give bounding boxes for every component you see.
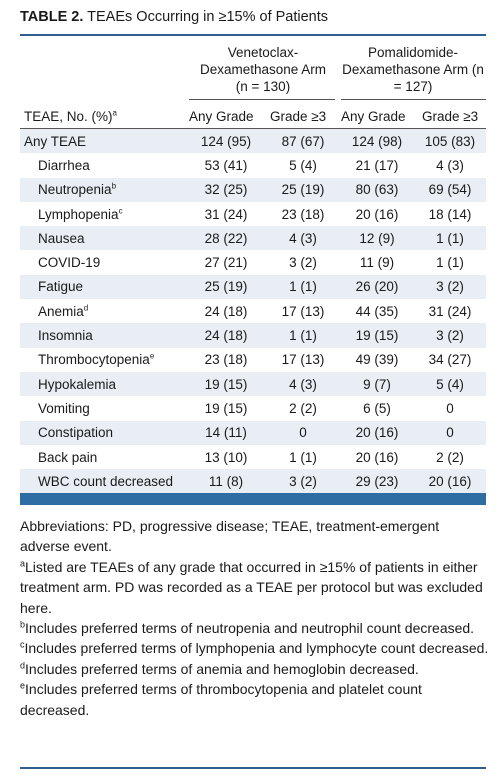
row-label <box>20 445 186 469</box>
table-cell: 6 (5) <box>340 396 414 420</box>
table-cell: 27 (21) <box>186 250 266 274</box>
footnote-text: Listed are TEAEs of any grade that occurred in ≥15% of patients in either treatment arm. PD was recorded as a TEAE per protocol but was excluded here. <box>20 558 483 616</box>
group-name-line2: Dexamethasone Arm (n <box>342 62 484 77</box>
table-caption: TEAEs Occurring in ≥15% of Patients <box>87 9 329 25</box>
row-label-text: Neutropenia <box>38 182 112 198</box>
row-header <box>24 109 117 124</box>
row-label <box>20 469 186 493</box>
table-cell: 3 (2) <box>414 275 486 299</box>
table-cell: 21 (17) <box>340 153 414 177</box>
table-cell: 3 (2) <box>266 469 340 493</box>
table-cell: 18 (14) <box>414 202 486 226</box>
table-cell: 11 (9) <box>340 250 414 274</box>
table-cell: 31 (24) <box>414 299 486 323</box>
group-header-pomalidomide <box>339 44 487 95</box>
table-row <box>20 421 486 445</box>
table-cell: 1 (1) <box>414 250 486 274</box>
table-cell: 28 (22) <box>186 226 266 250</box>
table-cell: 4 (3) <box>414 153 486 177</box>
top-rule <box>20 34 486 36</box>
footnote-text: Abbreviations: PD, progressive disease; TEAE, treatment-emergent adverse event. <box>20 518 440 555</box>
table-cell: 0 <box>414 396 486 420</box>
row-label-text: Thrombocytopenia <box>38 352 150 368</box>
table-row <box>20 250 486 274</box>
footnote <box>20 557 490 618</box>
row-label-text: COVID-19 <box>38 255 101 271</box>
row-label <box>20 226 186 250</box>
footnote <box>20 679 490 720</box>
footnote-marker: e <box>20 680 26 691</box>
row-label-sup: e <box>149 351 155 361</box>
table-cell: 19 (15) <box>186 396 266 420</box>
row-label <box>20 250 186 274</box>
table-cell: 4 (3) <box>266 226 340 250</box>
teae-table <box>20 129 486 493</box>
table-cell: 1 (1) <box>266 445 340 469</box>
footnote-marker: c <box>20 639 25 650</box>
table-cell: 17 (13) <box>266 299 340 323</box>
footnote <box>20 638 490 658</box>
table-bottom-bar <box>20 493 486 505</box>
table-cell: 23 (18) <box>186 348 266 372</box>
row-header-sup: a <box>112 108 117 118</box>
row-label <box>20 348 186 372</box>
footnote <box>20 659 490 679</box>
row-label <box>20 323 186 347</box>
table-cell: 20 (16) <box>340 445 414 469</box>
table-cell: 44 (35) <box>340 299 414 323</box>
row-label <box>20 153 186 177</box>
table-cell: 31 (24) <box>186 202 266 226</box>
row-label-text: Nausea <box>38 230 85 246</box>
table-cell: 49 (39) <box>340 348 414 372</box>
table-cell: 5 (4) <box>266 153 340 177</box>
table-cell: 0 <box>414 421 486 445</box>
row-label-text: Diarrhea <box>38 157 90 173</box>
row-label-text: Insomnia <box>38 328 93 344</box>
table-cell: 19 (15) <box>340 323 414 347</box>
footnote <box>20 516 490 557</box>
row-label-text: Anemia <box>38 303 84 319</box>
table-row <box>20 178 486 202</box>
row-label-text: Any TEAE <box>24 133 87 149</box>
table-cell: 24 (18) <box>186 299 266 323</box>
table-row <box>20 129 486 153</box>
table-cell: 1 (1) <box>414 226 486 250</box>
table-cell: 1 (1) <box>266 275 340 299</box>
table-cell: 5 (4) <box>414 372 486 396</box>
row-label-text: Vomiting <box>38 400 90 416</box>
footnote-text: Includes preferred terms of lymphopenia and lymphocyte count decreased. <box>24 640 489 657</box>
table-cell: 17 (13) <box>266 348 340 372</box>
row-label <box>20 178 186 202</box>
group-header-venetoclax <box>186 44 340 95</box>
table-cell: 80 (63) <box>340 178 414 202</box>
table-row <box>20 275 486 299</box>
footnote-text: Includes preferred terms of thrombocytopenia and platelet count decreased. <box>20 681 422 718</box>
table-cell: 34 (27) <box>414 348 486 372</box>
table-cell: 14 (11) <box>186 421 266 445</box>
table-cell: 69 (54) <box>414 178 486 202</box>
table-cell: 53 (41) <box>186 153 266 177</box>
table-cell: 25 (19) <box>186 275 266 299</box>
table-title <box>20 9 328 25</box>
row-label <box>20 396 186 420</box>
table-cell: 87 (67) <box>266 129 340 153</box>
footnote-text: Includes preferred terms of neutropenia and neutrophil count decreased. <box>25 620 475 637</box>
col-header-pom-any: Any Grade <box>341 109 406 124</box>
row-label-text: WBC count decreased <box>38 473 174 489</box>
row-label-text: Lymphopenia <box>38 206 119 222</box>
bottom-rule <box>20 767 486 769</box>
table-row <box>20 153 486 177</box>
table-row <box>20 323 486 347</box>
table-cell: 24 (18) <box>186 323 266 347</box>
group-name-line1: Venetoclax- <box>227 45 299 60</box>
table-cell: 20 (16) <box>340 202 414 226</box>
table-row <box>20 226 486 250</box>
group-name-line2: Dexamethasone Arm <box>199 62 327 77</box>
row-label-text: Fatigue <box>38 279 84 295</box>
table-cell: 32 (25) <box>186 178 266 202</box>
table-row <box>20 299 486 323</box>
table-row <box>20 372 486 396</box>
group-n: (n = 130) <box>235 79 291 94</box>
row-label <box>20 299 186 323</box>
footnotes <box>20 516 490 720</box>
table-cell: 0 <box>266 421 340 445</box>
footnote-marker: b <box>20 619 26 630</box>
table-cell: 29 (23) <box>340 469 414 493</box>
table-cell: 19 (15) <box>186 372 266 396</box>
table-cell: 25 (19) <box>266 178 340 202</box>
table-row <box>20 348 486 372</box>
row-label-text: Back pain <box>38 449 98 465</box>
row-label-text: Hypokalemia <box>38 376 117 392</box>
row-label-sup: b <box>111 181 117 191</box>
group-underline-pomalidomide <box>341 99 486 100</box>
table-cell: 20 (16) <box>414 469 486 493</box>
footnote <box>20 618 490 638</box>
table-cell: 11 (8) <box>186 469 266 493</box>
row-label <box>20 421 186 445</box>
table-cell: 3 (2) <box>414 323 486 347</box>
table-row <box>20 445 486 469</box>
table-row <box>20 202 486 226</box>
table-cell: 20 (16) <box>340 421 414 445</box>
table-cell: 13 (10) <box>186 445 266 469</box>
table-cell: 3 (2) <box>266 250 340 274</box>
row-label <box>20 202 186 226</box>
group-name-line1: Pomalidomide- <box>367 45 459 60</box>
footnote-marker: d <box>20 660 26 671</box>
group-n: = 127) <box>393 79 433 94</box>
table-row <box>20 469 486 493</box>
col-header-pom-g3: Grade ≥3 <box>422 109 479 124</box>
row-label-text: Constipation <box>38 425 114 441</box>
table-cell: 124 (95) <box>186 129 266 153</box>
row-label <box>20 129 186 153</box>
table-row <box>20 396 486 420</box>
row-label <box>20 275 186 299</box>
table-cell: 2 (2) <box>266 396 340 420</box>
footnote-marker: a <box>20 558 26 569</box>
row-label <box>20 372 186 396</box>
table-cell: 12 (9) <box>340 226 414 250</box>
row-label-sup: c <box>118 206 123 216</box>
table-cell: 4 (3) <box>266 372 340 396</box>
table-cell: 105 (83) <box>414 129 486 153</box>
table-cell: 23 (18) <box>266 202 340 226</box>
table-cell: 1 (1) <box>266 323 340 347</box>
col-header-ven-any: Any Grade <box>189 109 254 124</box>
row-label-sup: d <box>83 303 89 313</box>
table-cell: 2 (2) <box>414 445 486 469</box>
row-header-text: TEAE, No. (%) <box>24 109 113 124</box>
col-header-ven-g3: Grade ≥3 <box>270 109 327 124</box>
table-number: TABLE 2. <box>20 9 84 25</box>
table-cell: 9 (7) <box>340 372 414 396</box>
group-underline-venetoclax <box>189 99 335 100</box>
table-cell: 26 (20) <box>340 275 414 299</box>
footnote-text: Includes preferred terms of anemia and hemoglobin decreased. <box>25 660 419 677</box>
table-cell: 124 (98) <box>340 129 414 153</box>
